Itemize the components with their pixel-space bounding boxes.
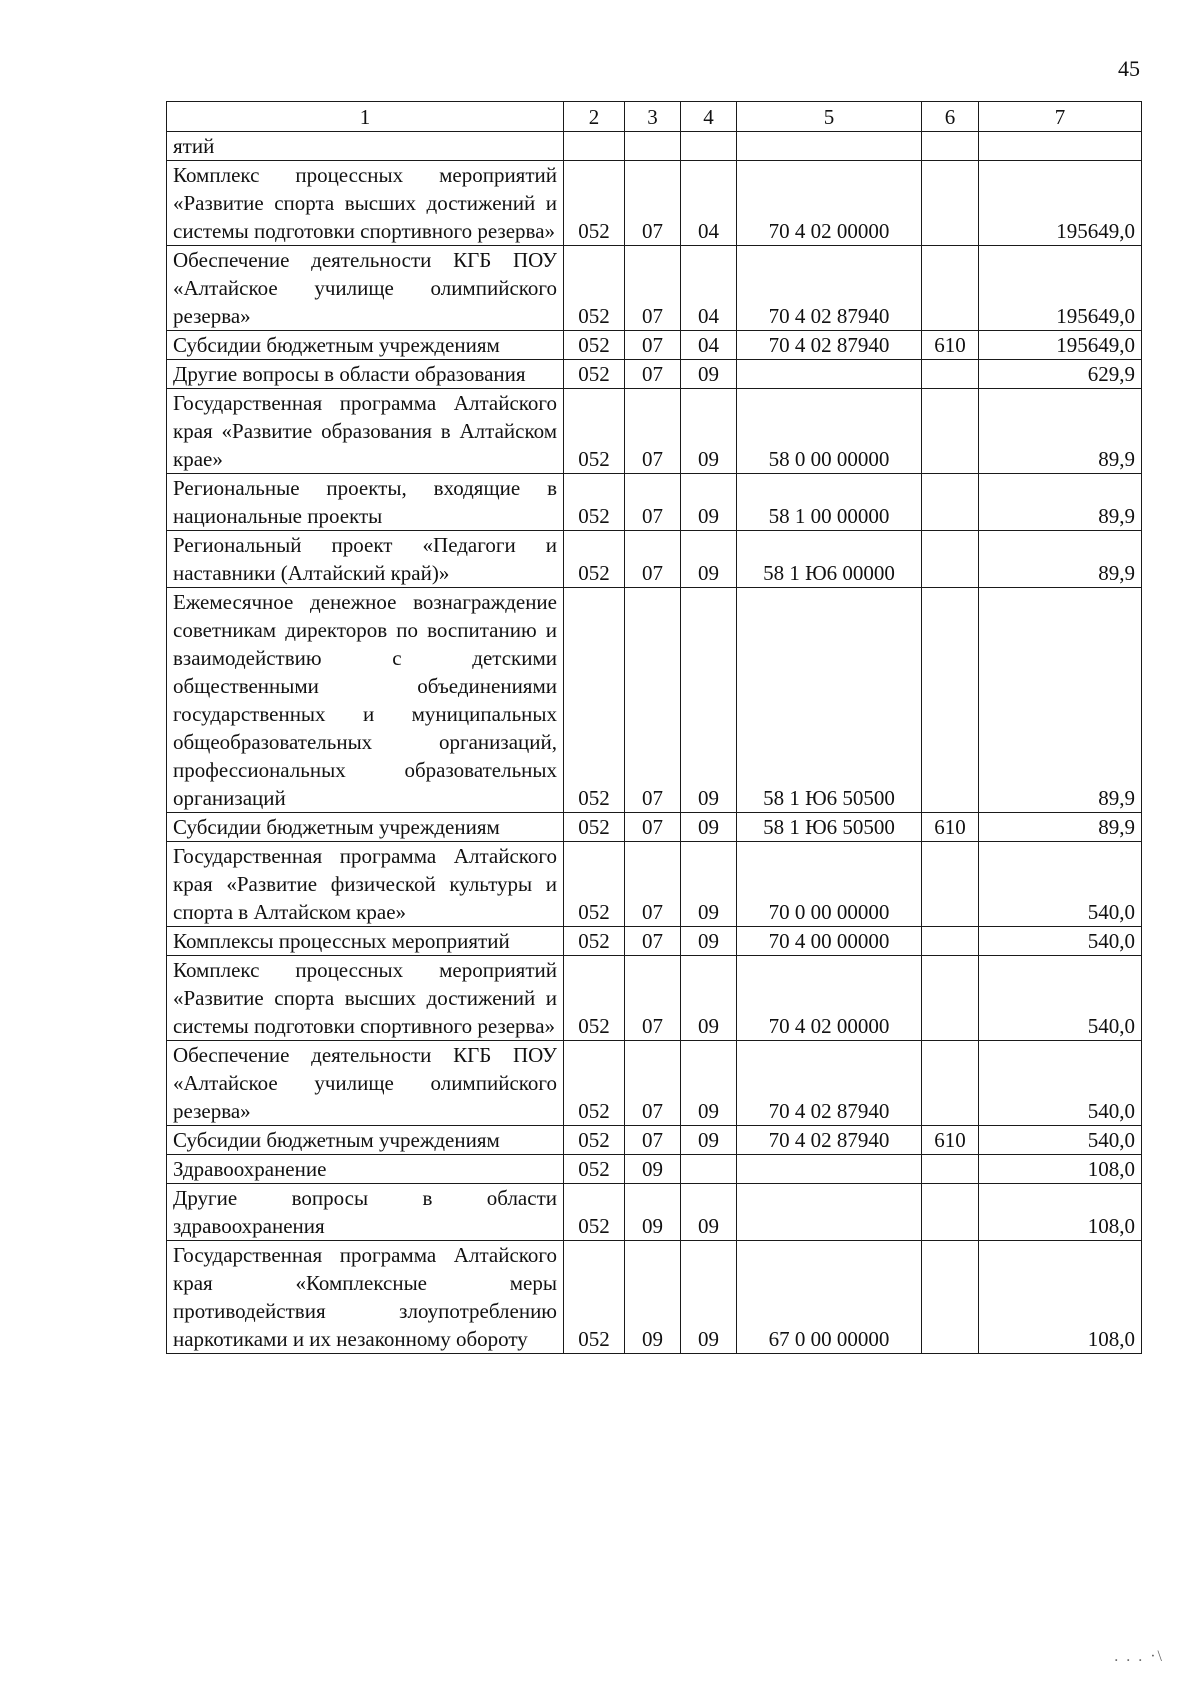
amount-cell: 540,0 [979, 1126, 1142, 1155]
admin-code-cell: 052 [564, 1155, 625, 1184]
item-name-cell: Другие вопросы в области образования [167, 360, 564, 389]
amount-cell [979, 132, 1142, 161]
subsection-cell: 09 [681, 842, 737, 927]
admin-code-cell: 052 [564, 389, 625, 474]
expense-type-cell [922, 474, 979, 531]
item-name-cell: Субсидии бюджетным учреждениям [167, 813, 564, 842]
target-article-cell: 70 0 00 00000 [737, 842, 922, 927]
table-row [167, 588, 1142, 813]
expense-type-cell [922, 1241, 979, 1354]
subsection-cell: 09 [681, 588, 737, 813]
column-header-6: 6 [922, 102, 979, 132]
amount-cell: 108,0 [979, 1155, 1142, 1184]
column-header-7: 7 [979, 102, 1142, 132]
table-row [167, 1155, 1142, 1184]
subsection-cell: 09 [681, 389, 737, 474]
section-cell: 07 [625, 1041, 681, 1126]
column-header-3: 3 [625, 102, 681, 132]
section-cell: 07 [625, 360, 681, 389]
admin-code-cell: 052 [564, 161, 625, 246]
amount-cell: 195649,0 [979, 246, 1142, 331]
expense-type-cell: 610 [922, 331, 979, 360]
item-name-cell: Комплексы процессных мероприятий [167, 927, 564, 956]
item-name-cell: Субсидии бюджетным учреждениям [167, 1126, 564, 1155]
subsection-cell: 04 [681, 246, 737, 331]
admin-code-cell: 052 [564, 842, 625, 927]
item-name-cell: Другие вопросы в области здравоохранения [167, 1184, 564, 1241]
expense-type-cell [922, 842, 979, 927]
admin-code-cell: 052 [564, 1041, 625, 1126]
item-name-cell: Государственная программа Алтайского края «Комплексные меры противодействия злоупотреблению наркотиками и их незаконному обороту [167, 1241, 564, 1354]
admin-code-cell: 052 [564, 331, 625, 360]
expense-type-cell [922, 956, 979, 1041]
target-article-cell [737, 1184, 922, 1241]
target-article-cell [737, 360, 922, 389]
budget-table [166, 101, 1142, 1354]
item-name-cell: ятий [167, 132, 564, 161]
column-header-1: 1 [167, 102, 564, 132]
table-row [167, 132, 1142, 161]
expense-type-cell: 610 [922, 813, 979, 842]
amount-cell: 89,9 [979, 813, 1142, 842]
expense-type-cell [922, 1041, 979, 1126]
target-article-cell: 58 1 Ю6 00000 [737, 531, 922, 588]
target-article-cell: 70 4 02 00000 [737, 161, 922, 246]
section-cell: 07 [625, 1126, 681, 1155]
column-header-5: 5 [737, 102, 922, 132]
amount-cell: 89,9 [979, 531, 1142, 588]
subsection-cell [681, 1155, 737, 1184]
target-article-cell: 70 4 02 87940 [737, 1126, 922, 1155]
subsection-cell: 09 [681, 1041, 737, 1126]
admin-code-cell: 052 [564, 531, 625, 588]
subsection-cell: 09 [681, 1126, 737, 1155]
amount-cell: 195649,0 [979, 161, 1142, 246]
admin-code-cell: 052 [564, 588, 625, 813]
table-row [167, 1041, 1142, 1126]
expense-type-cell [922, 161, 979, 246]
amount-cell: 89,9 [979, 588, 1142, 813]
item-name-cell: Здравоохранение [167, 1155, 564, 1184]
table-row [167, 1184, 1142, 1241]
table-row [167, 389, 1142, 474]
admin-code-cell [564, 132, 625, 161]
target-article-cell: 58 0 00 00000 [737, 389, 922, 474]
section-cell: 07 [625, 813, 681, 842]
expense-type-cell [922, 927, 979, 956]
amount-cell: 108,0 [979, 1184, 1142, 1241]
target-article-cell: 70 4 02 87940 [737, 331, 922, 360]
item-name-cell: Ежемесячное денежное вознаграждение советникам директоров по воспитанию и взаимодействию с детскими общественными объединениями государственных и муниципальных общеобразовательных организаций, профессиональных образовательных организаций [167, 588, 564, 813]
amount-cell: 540,0 [979, 1041, 1142, 1126]
table-row [167, 531, 1142, 588]
table-row [167, 927, 1142, 956]
item-name-cell: Обеспечение деятельности КГБ ПОУ «Алтайское училище олимпийского резерва» [167, 1041, 564, 1126]
item-name-cell: Региональные проекты, входящие в национальные проекты [167, 474, 564, 531]
subsection-cell: 04 [681, 331, 737, 360]
admin-code-cell: 052 [564, 246, 625, 331]
target-article-cell: 67 0 00 00000 [737, 1241, 922, 1354]
admin-code-cell: 052 [564, 927, 625, 956]
expense-type-cell [922, 531, 979, 588]
expense-type-cell: 610 [922, 1126, 979, 1155]
amount-cell: 195649,0 [979, 331, 1142, 360]
table-row [167, 474, 1142, 531]
amount-cell: 540,0 [979, 956, 1142, 1041]
amount-cell: 89,9 [979, 389, 1142, 474]
subsection-cell: 09 [681, 360, 737, 389]
section-cell: 07 [625, 956, 681, 1041]
subsection-cell: 09 [681, 1241, 737, 1354]
target-article-cell: 70 4 02 87940 [737, 1041, 922, 1126]
subsection-cell: 09 [681, 474, 737, 531]
section-cell: 09 [625, 1184, 681, 1241]
target-article-cell: 70 4 02 87940 [737, 246, 922, 331]
section-cell: 07 [625, 331, 681, 360]
admin-code-cell: 052 [564, 813, 625, 842]
section-cell: 07 [625, 246, 681, 331]
subsection-cell: 09 [681, 927, 737, 956]
section-cell: 07 [625, 588, 681, 813]
target-article-cell: 58 1 Ю6 50500 [737, 813, 922, 842]
amount-cell: 108,0 [979, 1241, 1142, 1354]
item-name-cell: Комплекс процессных мероприятий «Развитие спорта высших достижений и системы подготовки спортивного резерва» [167, 956, 564, 1041]
expense-type-cell [922, 132, 979, 161]
column-header-4: 4 [681, 102, 737, 132]
admin-code-cell: 052 [564, 360, 625, 389]
target-article-cell: 58 1 Ю6 50500 [737, 588, 922, 813]
subsection-cell: 09 [681, 531, 737, 588]
page-number: 45 [1118, 56, 1140, 81]
table-row [167, 1241, 1142, 1354]
amount-cell: 89,9 [979, 474, 1142, 531]
item-name-cell: Государственная программа Алтайского края «Развитие образования в Алтайском крае» [167, 389, 564, 474]
section-cell: 07 [625, 842, 681, 927]
subsection-cell [681, 132, 737, 161]
admin-code-cell: 052 [564, 474, 625, 531]
section-cell: 09 [625, 1241, 681, 1354]
table-body [167, 132, 1142, 1354]
expense-type-cell [922, 360, 979, 389]
admin-code-cell: 052 [564, 956, 625, 1041]
expense-type-cell [922, 1184, 979, 1241]
amount-cell: 629,9 [979, 360, 1142, 389]
subsection-cell: 09 [681, 956, 737, 1041]
item-name-cell: Субсидии бюджетным учреждениям [167, 331, 564, 360]
expense-type-cell [922, 246, 979, 331]
admin-code-cell: 052 [564, 1184, 625, 1241]
table-row [167, 331, 1142, 360]
item-name-cell: Комплекс процессных мероприятий «Развитие спорта высших достижений и системы подготовки спортивного резерва» [167, 161, 564, 246]
section-cell: 09 [625, 1155, 681, 1184]
expense-type-cell [922, 389, 979, 474]
admin-code-cell: 052 [564, 1126, 625, 1155]
table-row [167, 360, 1142, 389]
subsection-cell: 09 [681, 813, 737, 842]
table-row [167, 1126, 1142, 1155]
section-cell: 07 [625, 389, 681, 474]
section-cell: 07 [625, 161, 681, 246]
amount-cell: 540,0 [979, 842, 1142, 927]
subsection-cell: 04 [681, 161, 737, 246]
item-name-cell: Государственная программа Алтайского края «Развитие физической культуры и спорта в Алтайском крае» [167, 842, 564, 927]
item-name-cell: Обеспечение деятельности КГБ ПОУ «Алтайское училище олимпийского резерва» [167, 246, 564, 331]
expense-type-cell [922, 588, 979, 813]
target-article-cell: 58 1 00 00000 [737, 474, 922, 531]
target-article-cell: 70 4 02 00000 [737, 956, 922, 1041]
section-cell: 07 [625, 474, 681, 531]
section-cell: 07 [625, 927, 681, 956]
amount-cell: 540,0 [979, 927, 1142, 956]
table-row [167, 956, 1142, 1041]
subsection-cell: 09 [681, 1184, 737, 1241]
admin-code-cell: 052 [564, 1241, 625, 1354]
item-name-cell: Региональный проект «Педагоги и наставники (Алтайский край)» [167, 531, 564, 588]
table-row [167, 842, 1142, 927]
expense-type-cell [922, 1155, 979, 1184]
target-article-cell [737, 132, 922, 161]
table-row [167, 813, 1142, 842]
table-row [167, 246, 1142, 331]
column-header-2: 2 [564, 102, 625, 132]
table-row [167, 161, 1142, 246]
target-article-cell [737, 1155, 922, 1184]
section-cell: 07 [625, 531, 681, 588]
target-article-cell: 70 4 00 00000 [737, 927, 922, 956]
scan-artifact: . . . ·\ [1114, 1648, 1164, 1665]
header-row [167, 102, 1142, 132]
section-cell [625, 132, 681, 161]
